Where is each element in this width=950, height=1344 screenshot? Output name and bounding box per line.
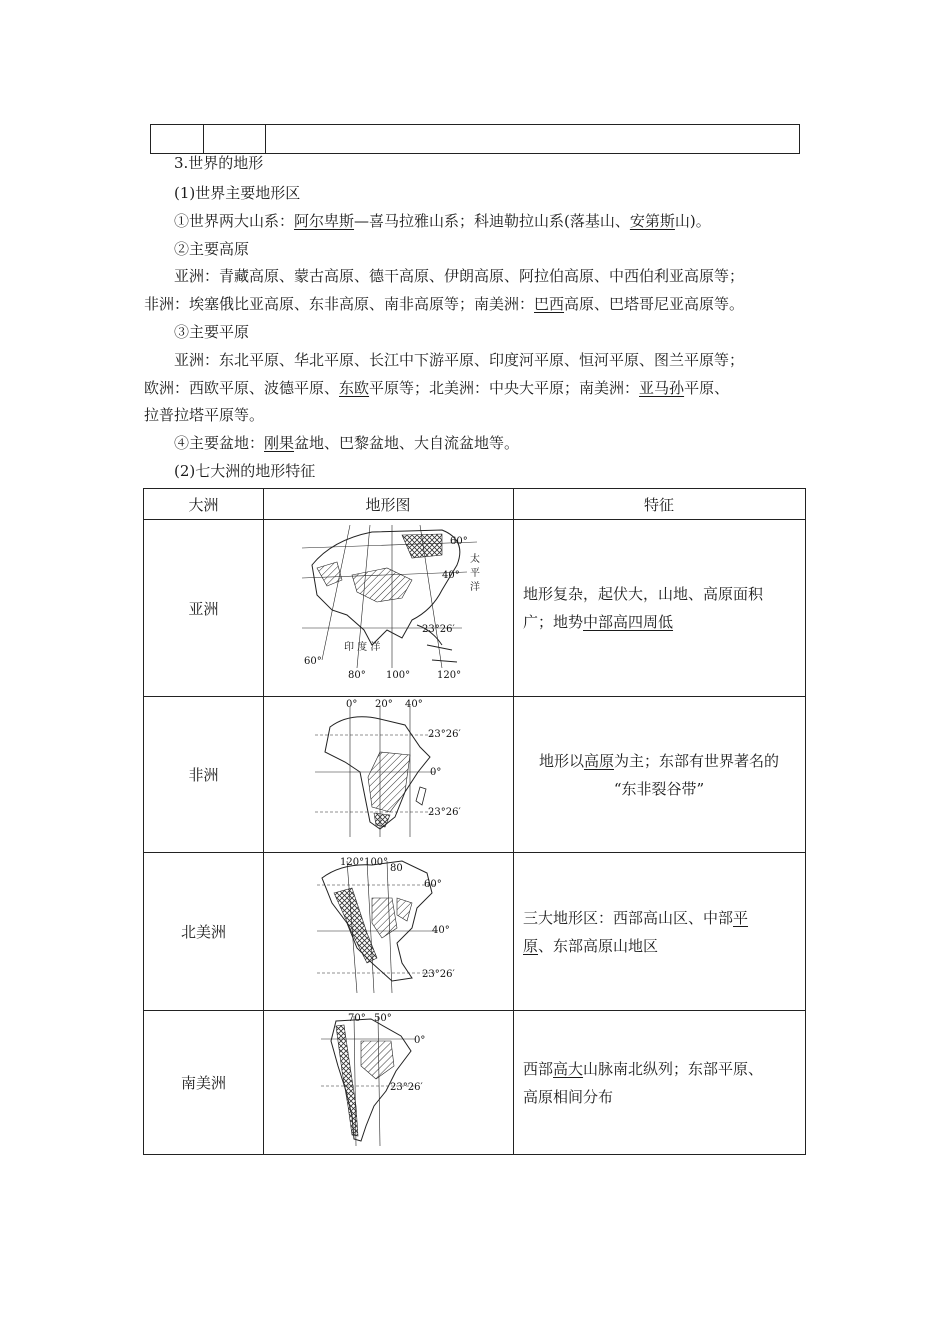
text-span: 欧洲：西欧平原、波德平原、 <box>144 379 340 397</box>
plains-line-2 <box>144 378 729 398</box>
feature-africa <box>513 697 805 852</box>
continent-africa: 非洲 <box>188 766 219 784</box>
blank-answer: 高原 <box>583 751 614 770</box>
feature-text <box>539 747 779 775</box>
asia-terrain-map <box>292 520 487 690</box>
africa-label: 0° <box>430 767 442 778</box>
blank-answer: 中部高四周低 <box>583 613 674 631</box>
africa-label: 40° <box>405 699 423 710</box>
asia-label: 80° <box>348 670 366 681</box>
asia-label: 120° <box>437 670 462 681</box>
mountains-end: 山)。 <box>674 212 711 230</box>
na-label: 40° <box>432 925 450 936</box>
asia-label: 平 <box>470 568 480 579</box>
plains-line-3: 拉普拉塔平原等。 <box>144 406 265 424</box>
text-span: 山脉南北纵列；东部平原、 <box>583 1059 764 1078</box>
africa-label: 20° <box>375 699 393 710</box>
header-feature: 特征 <box>643 495 674 514</box>
text-span: 、东部高原山地区 <box>538 936 659 955</box>
blank-answer: 刚果 <box>264 434 295 452</box>
table-cell <box>266 125 799 153</box>
blank-answer: 东欧 <box>339 379 370 397</box>
asia-label: 100° <box>386 670 411 681</box>
text-span: ④主要盆地： <box>174 434 265 452</box>
na-label: 120°100° <box>340 857 389 868</box>
mountains-prefix: ①世界两大山系： <box>174 212 295 230</box>
blank-answer: 安第斯 <box>629 212 675 230</box>
asia-label: 印 度 洋 <box>344 642 381 653</box>
blank-answer: 巴西 <box>534 295 565 313</box>
subheading-continents: (2)七大洲的地形特征 <box>174 462 316 480</box>
plateaus-line-2 <box>144 294 744 314</box>
text-span: 平原等；北美洲：中央大平原；南美洲： <box>369 379 640 397</box>
asia-label: 太 <box>470 554 480 565</box>
table-cell <box>151 125 204 153</box>
feature-text: “东非裂谷带” <box>613 779 705 798</box>
feature-asia <box>513 520 805 696</box>
continent-north-america: 北美洲 <box>180 923 226 941</box>
text-span: 广；地势 <box>523 613 584 631</box>
feature-text <box>523 904 748 932</box>
text-span: 高原、巴塔哥尼亚高原等。 <box>564 295 745 313</box>
plains-line-1: 亚洲：东北平原、华北平原、长江中下游平原、印度河平原、恒河平原、图兰平原等； <box>174 351 745 369</box>
text-span: 平原、 <box>684 379 730 397</box>
header-map: 地形图 <box>365 495 411 514</box>
mountains-line <box>174 211 711 231</box>
continent-south-america: 南美洲 <box>180 1074 226 1092</box>
sa-label: 50° <box>374 1013 392 1024</box>
top-empty-table <box>150 124 800 154</box>
sa-label: 70° <box>348 1013 366 1024</box>
asia-label: 60° <box>304 656 322 667</box>
blank-answer: 亚马孙 <box>639 379 685 397</box>
south-america-terrain-map <box>316 1011 461 1151</box>
text-span: 地形以 <box>538 751 584 770</box>
column-divider <box>263 489 264 1154</box>
feature-text: 地形复杂，起伏大，山地、高原面积 <box>523 585 764 603</box>
plateaus-title: ②主要高原 <box>174 240 250 258</box>
feature-north-america <box>513 853 805 1010</box>
asia-label: 60° <box>450 536 468 547</box>
blank-answer: 高大 <box>553 1059 584 1078</box>
header-continent: 大洲 <box>188 495 219 514</box>
blank-answer: 阿尔卑斯 <box>294 212 355 230</box>
continent-asia: 亚洲 <box>188 599 219 618</box>
north-america-terrain-map <box>312 853 467 1003</box>
asia-label: 洋 <box>470 582 480 593</box>
sa-label: 23°26′ <box>390 1082 423 1093</box>
africa-label: 23°26′ <box>428 807 461 818</box>
text-span: 西部 <box>523 1059 554 1078</box>
basins-line <box>174 433 519 453</box>
feature-south-america <box>513 1011 805 1154</box>
asia-label: 23°26′ <box>422 624 455 635</box>
africa-label: 23°26′ <box>428 729 461 740</box>
continents-table <box>143 488 806 1155</box>
africa-terrain-map <box>310 697 465 847</box>
text-span: 非洲：埃塞俄比亚高原、东非高原、南非高原等；南美洲： <box>144 295 535 313</box>
na-label: 80 <box>390 863 403 874</box>
plains-title: ③主要平原 <box>174 323 250 341</box>
na-label: 23°26′ <box>422 969 455 980</box>
africa-label: 0° <box>346 699 358 710</box>
feature-text <box>523 932 748 960</box>
feature-text <box>523 608 763 636</box>
feature-text: 高原相间分布 <box>523 1087 614 1106</box>
text-span: 盆地、巴黎盆地、大自流盆地等。 <box>294 434 520 452</box>
text-span: 三大地形区：西部高山区、中部 <box>523 908 734 927</box>
section-heading: 3.世界的地形 <box>174 154 264 172</box>
table-cell <box>204 125 266 153</box>
na-label: 60° <box>424 879 442 890</box>
blank-answer: 平 <box>733 908 749 927</box>
sa-label: 0° <box>414 1035 426 1046</box>
mountains-mid: —喜马拉雅山系；科迪勒拉山系(落基山、 <box>354 212 630 230</box>
text-span: 为主；东部有世界著名的 <box>614 751 780 770</box>
plateaus-line-1: 亚洲：青藏高原、蒙古高原、德干高原、伊朗高原、阿拉伯高原、中西伯利亚高原等； <box>174 267 745 285</box>
blank-answer: 原 <box>523 936 539 955</box>
feature-text <box>523 1055 763 1083</box>
subheading-landforms: (1)世界主要地形区 <box>174 184 301 202</box>
asia-label: 40° <box>442 570 460 581</box>
